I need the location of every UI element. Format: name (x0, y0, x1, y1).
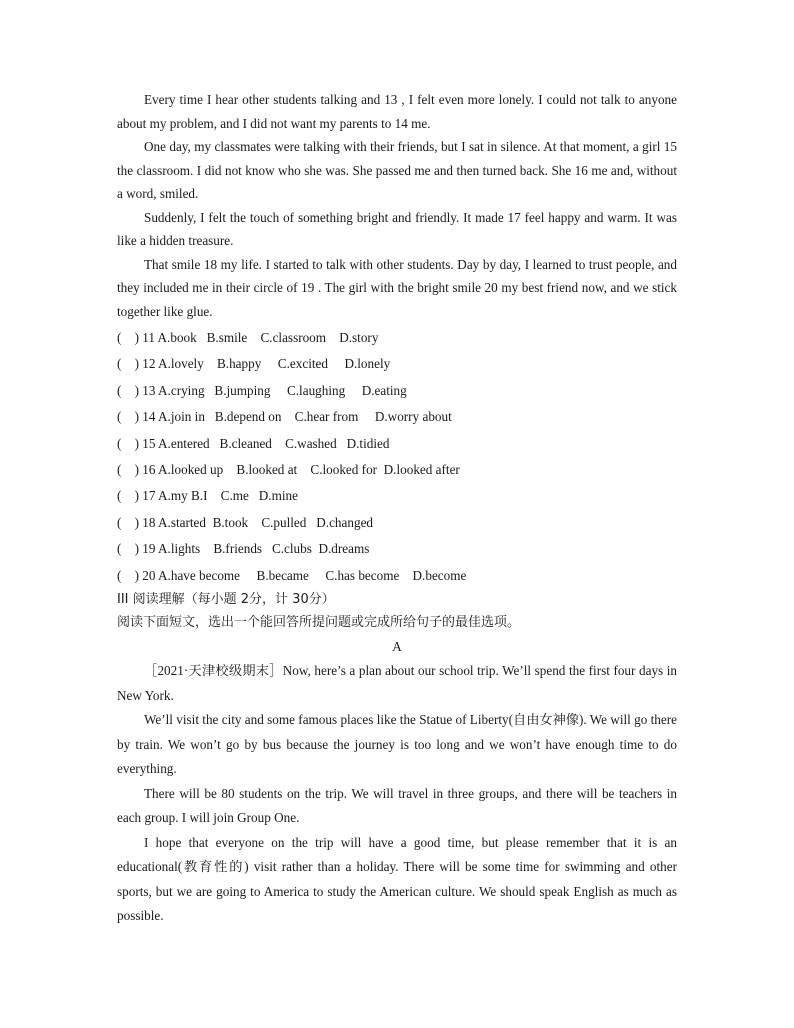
section-instruction: 阅读下面短文，选出一个能回答所提问题或完成所给句子的最佳选项。 (117, 615, 521, 631)
question-list (117, 325, 677, 589)
question-item: ( ) 16 A.looked up B.looked at C.looked for D.looked after (117, 462, 460, 478)
passage-label: A (392, 639, 402, 655)
cloze-passage (117, 88, 677, 323)
reading-paragraph: ［2021·天津校级期末］Now, here’s a plan about our school trip. We’ll spend the first four days in New York. (117, 663, 677, 703)
question-item: ( ) 18 A.started B.took C.pulled D.changed (117, 514, 374, 530)
reading-paragraph: I hope that everyone on the trip will have a good time, but please remember that it is an educational(教育性的) visit rather than a holiday. There will be some time for swimming and other sports, but we are going to America to study the American culture. We should speak English as much as possible. (117, 834, 677, 924)
reading-paragraph: We’ll visit the city and some famous places like the Statue of Liberty(自由女神像). We will go there by train. We won’t go by bus because the journey is too long and we won’t have enough time to do everything. (117, 712, 677, 777)
cloze-paragraph: That smile 18 my life. I started to talk with other students. Day by day, I learned to trust people, and they included me in their circle of 19 . The girl with the bright smile 20 my best friend now, and we stick together like glue. (117, 256, 677, 319)
question-item: ( ) 19 A.lights B.friends C.clubs D.dreams (117, 541, 370, 557)
question-item: ( ) 13 A.crying B.jumping C.laughing D.eating (117, 382, 407, 398)
question-item: ( ) 17 A.my B.I C.me D.mine (117, 488, 298, 504)
section-title: III 阅读理解（每小题 2分，计 30分） (117, 592, 335, 608)
question-item: ( ) 14 A.join in B.depend on C.hear from D.worry about (117, 409, 452, 425)
question-item: ( ) 20 A.have become B.became C.has become D.become (117, 567, 467, 583)
reading-passage (117, 659, 677, 929)
cloze-paragraph: Every time I hear other students talking and 13 , I felt even more lonely. I could not talk to anyone about my problem, and I did not want my parents to 14 me. (117, 92, 677, 131)
reading-paragraph: There will be 80 students on the trip. We will travel in three groups, and there will be teachers in each group. I will join Group One. (117, 785, 677, 826)
question-item: ( ) 12 A.lovely B.happy C.excited D.lonely (117, 356, 391, 372)
question-item: ( ) 15 A.entered B.cleaned C.washed D.tidied (117, 435, 390, 451)
question-item: ( ) 11 A.book B.smile C.classroom D.story (117, 330, 379, 345)
cloze-paragraph: Suddenly, I felt the touch of something bright and friendly. It made 17 feel happy and warm. It was like a hidden treasure. (117, 209, 677, 248)
document-page (117, 88, 677, 929)
cloze-paragraph: One day, my classmates were talking with their friends, but I sat in silence. At that moment, a girl 15 the classroom. I did not know who she was. She passed me and then turned back. She 16 me and, without a word, smiled. (117, 139, 677, 201)
